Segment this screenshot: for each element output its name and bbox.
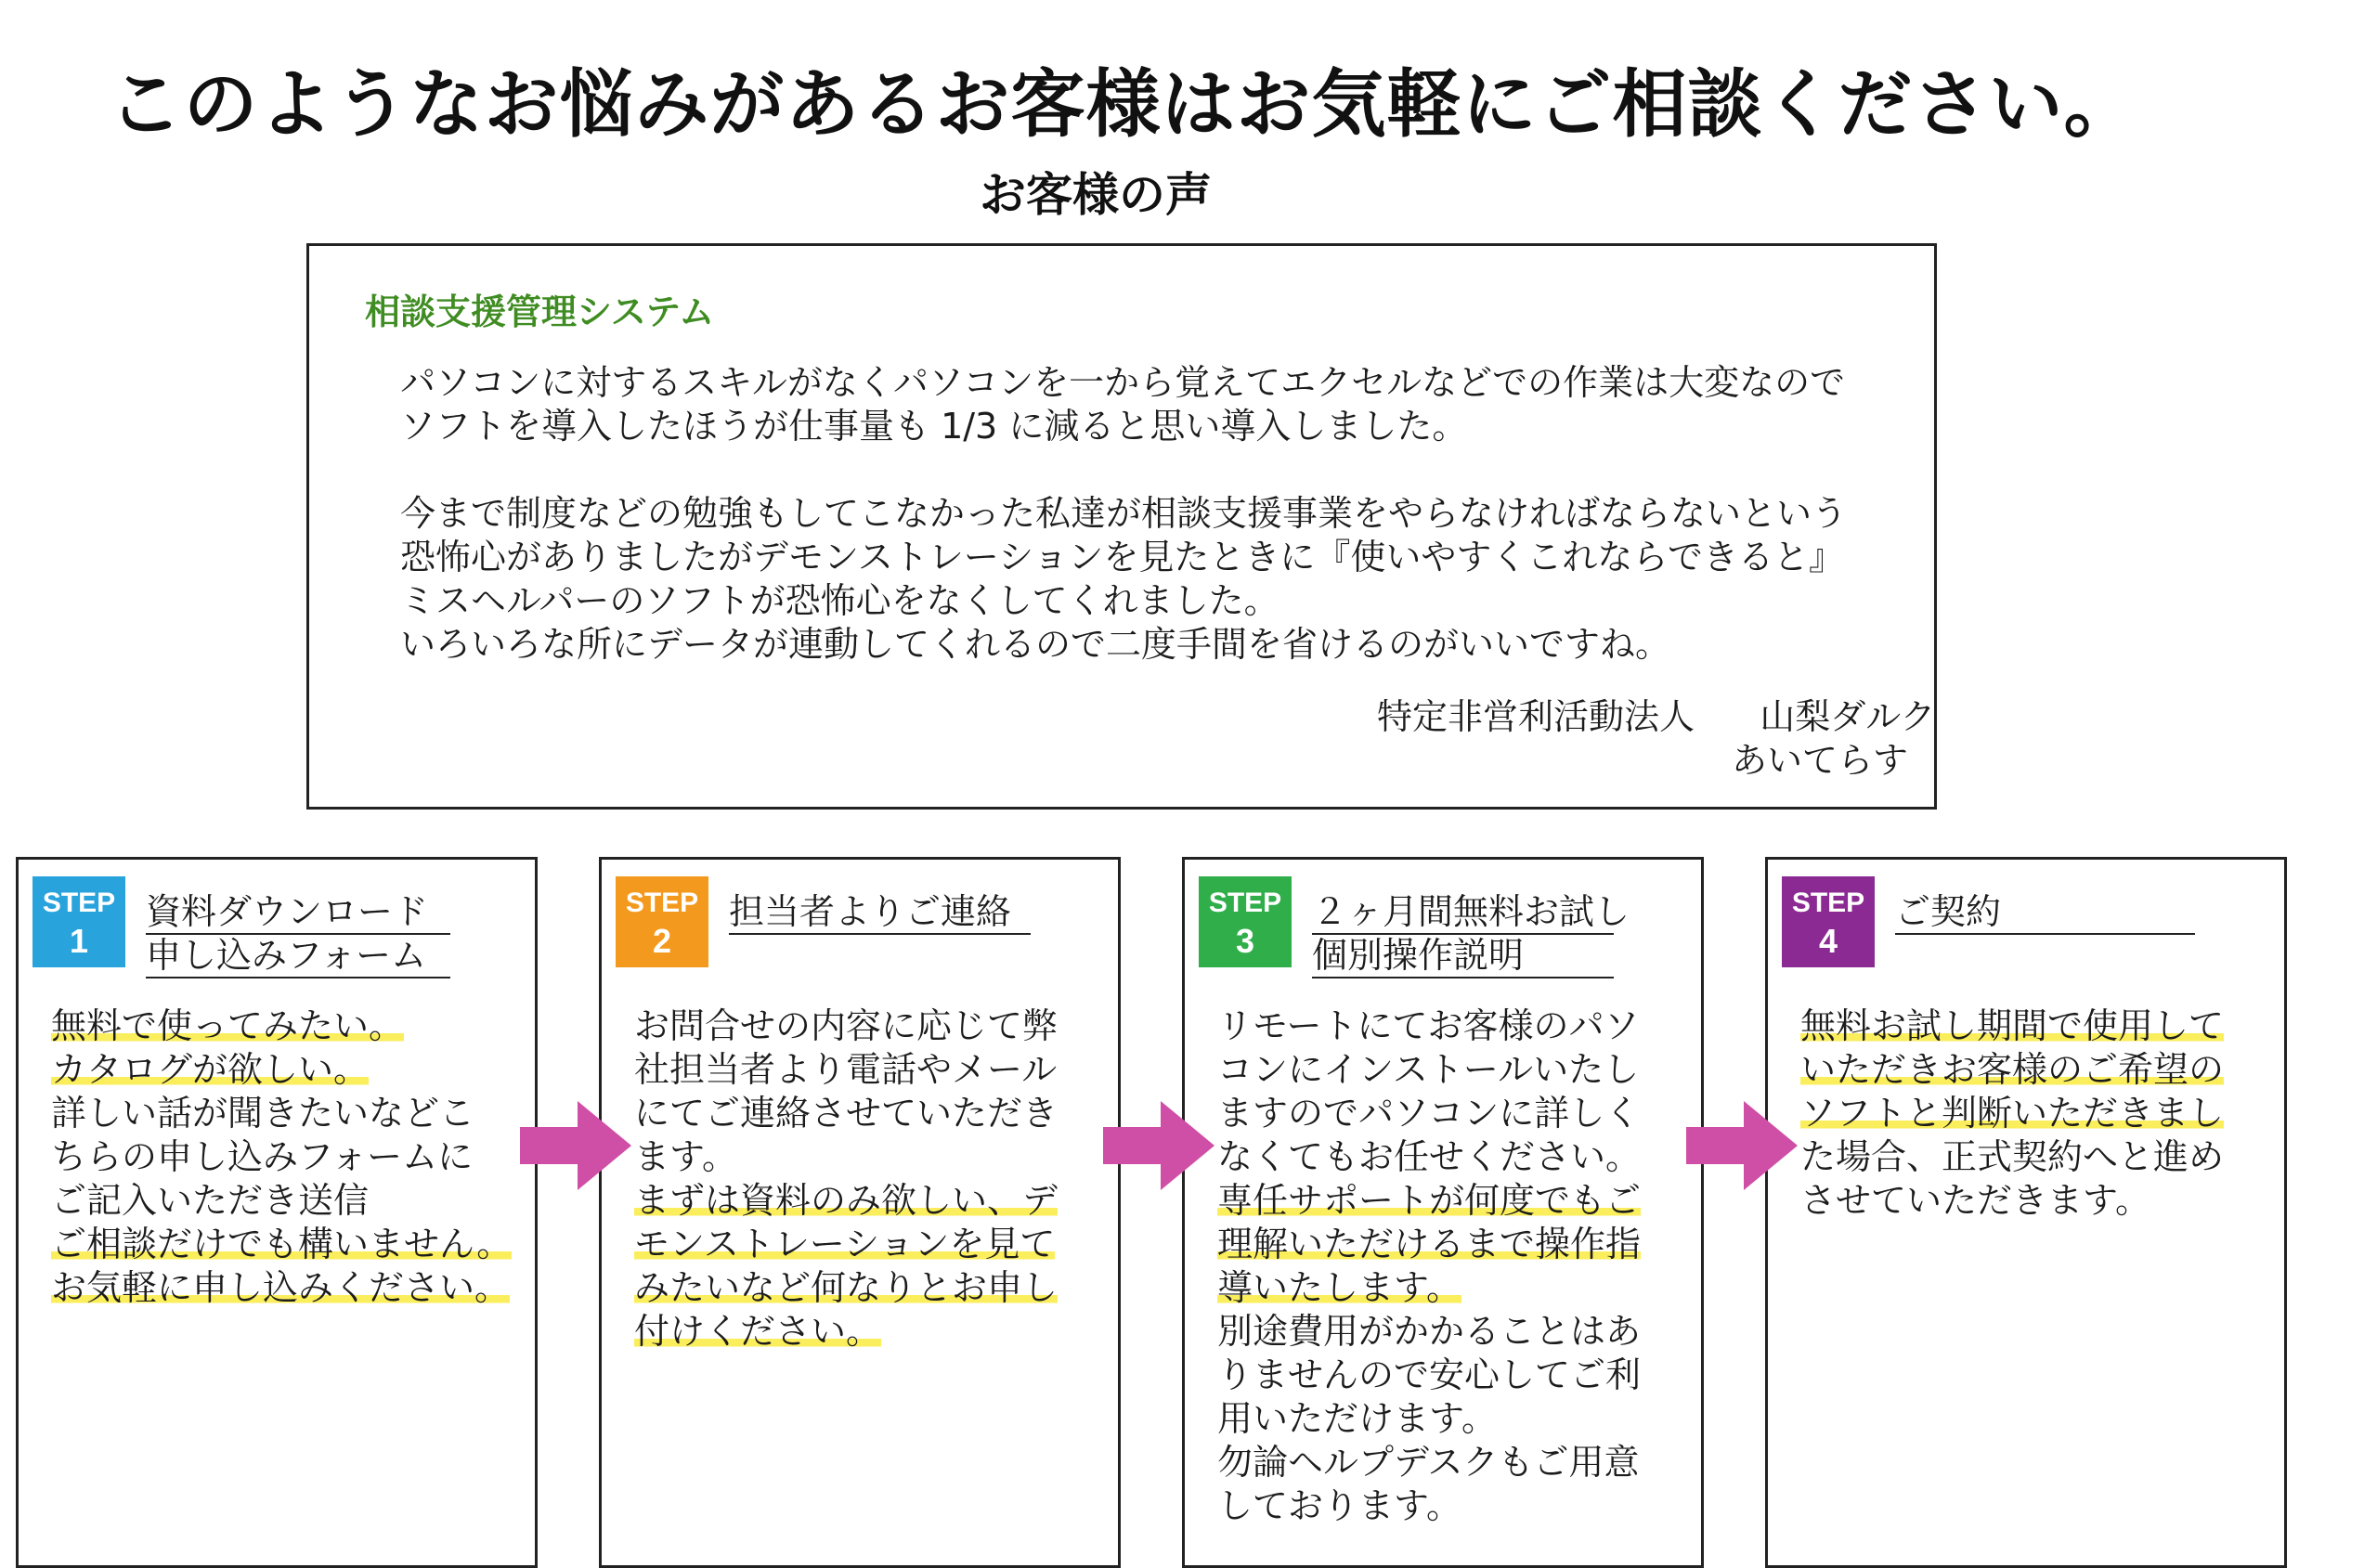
step-badge bbox=[32, 876, 125, 967]
step-text-line bbox=[1217, 1397, 1691, 1441]
step-title-line: 資料ダウンロード bbox=[146, 891, 450, 935]
step-text: コンにインストールいたし bbox=[1217, 1049, 1640, 1090]
step-text-line bbox=[634, 1004, 1108, 1048]
step-text-line bbox=[51, 1004, 525, 1048]
step-text: リモートにてお客様のパソ bbox=[1217, 1005, 1640, 1046]
testimonial-box bbox=[306, 243, 1937, 810]
step-text: ますのでパソコンに詳しく bbox=[1217, 1093, 1641, 1134]
step-text-line bbox=[634, 1048, 1108, 1092]
organization-name: 山梨ダルク bbox=[1760, 696, 1936, 737]
step-text-line bbox=[634, 1179, 1108, 1223]
product-name: 相談支援管理システム bbox=[365, 292, 715, 332]
highlighted-text: いただきお客様のご希望の bbox=[1800, 1049, 2225, 1090]
step-text-line bbox=[634, 1135, 1108, 1179]
highlighted-text: ソフトと判断いただきまし bbox=[1800, 1093, 2225, 1134]
step-text-line bbox=[1217, 1048, 1691, 1092]
testimonial-line: パソコンに対するスキルがなくパソコンを一から覚えてエクセルなどでの作業は大変なので bbox=[400, 362, 1846, 403]
step-text: にてご連絡させていただき bbox=[634, 1093, 1059, 1134]
step-title-line: 担当者よりご連絡 bbox=[729, 891, 1031, 935]
step-text: ます。 bbox=[634, 1136, 737, 1177]
step-text: 別途費用がかかることはあ bbox=[1217, 1311, 1642, 1352]
step-badge-number: 3 bbox=[1235, 922, 1255, 960]
highlighted-text: 専任サポートが何度でもご bbox=[1217, 1180, 1642, 1221]
step-text-line bbox=[1217, 1441, 1691, 1484]
highlighted-text: お気軽に申し込みください。 bbox=[51, 1267, 511, 1308]
arrow-shape bbox=[520, 1101, 631, 1190]
flow-arrow-icon bbox=[1686, 1101, 1798, 1190]
step-text-line bbox=[1800, 1004, 2274, 1048]
step-badge-number: 2 bbox=[652, 922, 672, 960]
step-title-line: ２ヶ月間無料お試し bbox=[1312, 891, 1614, 935]
testimonial-line: ソフトを導入したほうが仕事量も 1/3 に減ると思い導入しました。 bbox=[400, 406, 1468, 447]
highlighted-text: みたいなど何なりとお申し bbox=[634, 1267, 1059, 1308]
step-text-line bbox=[1217, 1266, 1691, 1310]
testimonial-line: ミスヘルパーのソフトが恐怖心をなくしてくれました。 bbox=[400, 580, 1279, 621]
step-text-line bbox=[51, 1223, 525, 1266]
step-text: 社担当者より電話やメール bbox=[634, 1049, 1058, 1090]
step-title-line: ご契約 bbox=[1895, 891, 2195, 935]
step-text: させていただきます。 bbox=[1800, 1180, 2150, 1221]
testimonial-line: 恐怖心がありましたがデモンストレーションを見たときに『使いやすくこれならできると』 bbox=[400, 537, 1844, 577]
step-text-line bbox=[634, 1266, 1108, 1310]
step-text-line bbox=[1217, 1484, 1691, 1528]
step-text-line bbox=[51, 1092, 525, 1135]
step-text-line bbox=[1800, 1135, 2274, 1179]
step-1-card bbox=[16, 857, 538, 1568]
step-text-line bbox=[1217, 1135, 1691, 1179]
step-text: りませんので安心してご利 bbox=[1217, 1354, 1642, 1395]
step-text-line bbox=[51, 1179, 525, 1223]
highlighted-text: 導いたします。 bbox=[1217, 1267, 1461, 1308]
testimonial-paragraph-1 bbox=[400, 361, 1845, 448]
step-badge bbox=[1199, 876, 1292, 967]
step-description bbox=[1800, 1004, 2274, 1223]
step-description bbox=[1217, 1004, 1691, 1528]
step-badge bbox=[616, 876, 708, 967]
step-text-line bbox=[1217, 1179, 1691, 1223]
step-badge-number: 1 bbox=[69, 922, 89, 960]
step-text-line bbox=[1217, 1223, 1691, 1266]
page-title: このようなお悩みがあるお客様はお気軽にご相談ください。 bbox=[108, 61, 2139, 148]
step-text: お問合せの内容に応じて弊 bbox=[634, 1005, 1059, 1046]
step-badge-number: 4 bbox=[1818, 922, 1838, 960]
highlighted-text: 付けください。 bbox=[634, 1311, 882, 1352]
step-3-card bbox=[1182, 857, 1704, 1568]
step-text-line bbox=[634, 1310, 1108, 1354]
flow-arrow-icon bbox=[1103, 1101, 1214, 1190]
step-text: ご記入いただき送信 bbox=[51, 1180, 370, 1221]
highlighted-text: カタログが欲しい。 bbox=[51, 1049, 370, 1090]
step-badge-word: STEP bbox=[625, 888, 699, 918]
step-text-line bbox=[51, 1135, 525, 1179]
step-badge bbox=[1782, 876, 1875, 967]
step-title bbox=[729, 891, 1031, 935]
step-title bbox=[1312, 891, 1630, 978]
step-text: 勿論ヘルプデスクもご用意 bbox=[1217, 1442, 1640, 1483]
flow-arrow-icon bbox=[520, 1101, 631, 1190]
organization-name-2: あいてらす bbox=[1732, 740, 1909, 781]
step-title bbox=[1895, 891, 2195, 935]
step-text-line bbox=[1800, 1179, 2274, 1223]
step-description bbox=[634, 1004, 1108, 1354]
step-title-line: 個別操作説明 bbox=[1312, 935, 1614, 978]
highlighted-text: 無料で使ってみたい。 bbox=[51, 1005, 405, 1046]
step-text-line bbox=[51, 1266, 525, 1310]
testimonial-line: いろいろな所にデータが連動してくれるので二度手間を省けるのがいいですね。 bbox=[400, 624, 1671, 665]
step-text-line bbox=[1800, 1048, 2274, 1092]
highlighted-text: モンストレーションを見て bbox=[634, 1224, 1056, 1264]
testimonial-paragraph-2 bbox=[400, 492, 1847, 667]
step-title bbox=[146, 891, 450, 978]
step-text-line bbox=[1217, 1004, 1691, 1048]
highlighted-text: まずは資料のみ欲しい、デ bbox=[634, 1180, 1059, 1221]
highlighted-text: 無料お試し期間で使用して bbox=[1800, 1005, 2225, 1046]
step-badge-word: STEP bbox=[42, 888, 116, 918]
step-text-line bbox=[1217, 1310, 1691, 1354]
step-badge-word: STEP bbox=[1791, 888, 1865, 918]
step-title-line: 申し込みフォーム bbox=[146, 935, 450, 978]
step-badge-word: STEP bbox=[1208, 888, 1282, 918]
highlighted-text: 理解いただけるまで操作指 bbox=[1217, 1224, 1642, 1264]
step-text: た場合、正式契約へと進め bbox=[1800, 1136, 2225, 1177]
highlighted-text: ご相談だけでも構いません。 bbox=[51, 1224, 513, 1264]
step-text: 用いただけます。 bbox=[1217, 1398, 1497, 1439]
step-4-card bbox=[1765, 857, 2287, 1568]
step-text-line bbox=[634, 1092, 1108, 1135]
step-text: しております。 bbox=[1217, 1485, 1461, 1526]
step-text-line bbox=[51, 1048, 525, 1092]
step-text-line bbox=[1217, 1354, 1691, 1397]
step-2-card bbox=[599, 857, 1121, 1568]
step-text-line bbox=[1217, 1092, 1691, 1135]
step-text-line bbox=[1800, 1092, 2274, 1135]
step-description bbox=[51, 1004, 525, 1310]
step-text-line bbox=[634, 1223, 1108, 1266]
section-subtitle: お客様の声 bbox=[980, 168, 1212, 222]
testimonial-line: 今まで制度などの勉強もしてこなかった私達が相談支援事業をやらなければならないという bbox=[400, 493, 1848, 534]
step-text: 詳しい話が聞きたいなどこ bbox=[51, 1093, 475, 1134]
testimonial-signature bbox=[1377, 695, 1935, 783]
arrow-shape bbox=[1103, 1101, 1214, 1190]
arrow-shape bbox=[1686, 1101, 1798, 1190]
step-text: なくてもお任せください。 bbox=[1217, 1136, 1642, 1177]
organization-type: 特定非営利活動法人 bbox=[1377, 696, 1695, 737]
step-text: ちらの申し込みフォームに bbox=[51, 1136, 474, 1177]
